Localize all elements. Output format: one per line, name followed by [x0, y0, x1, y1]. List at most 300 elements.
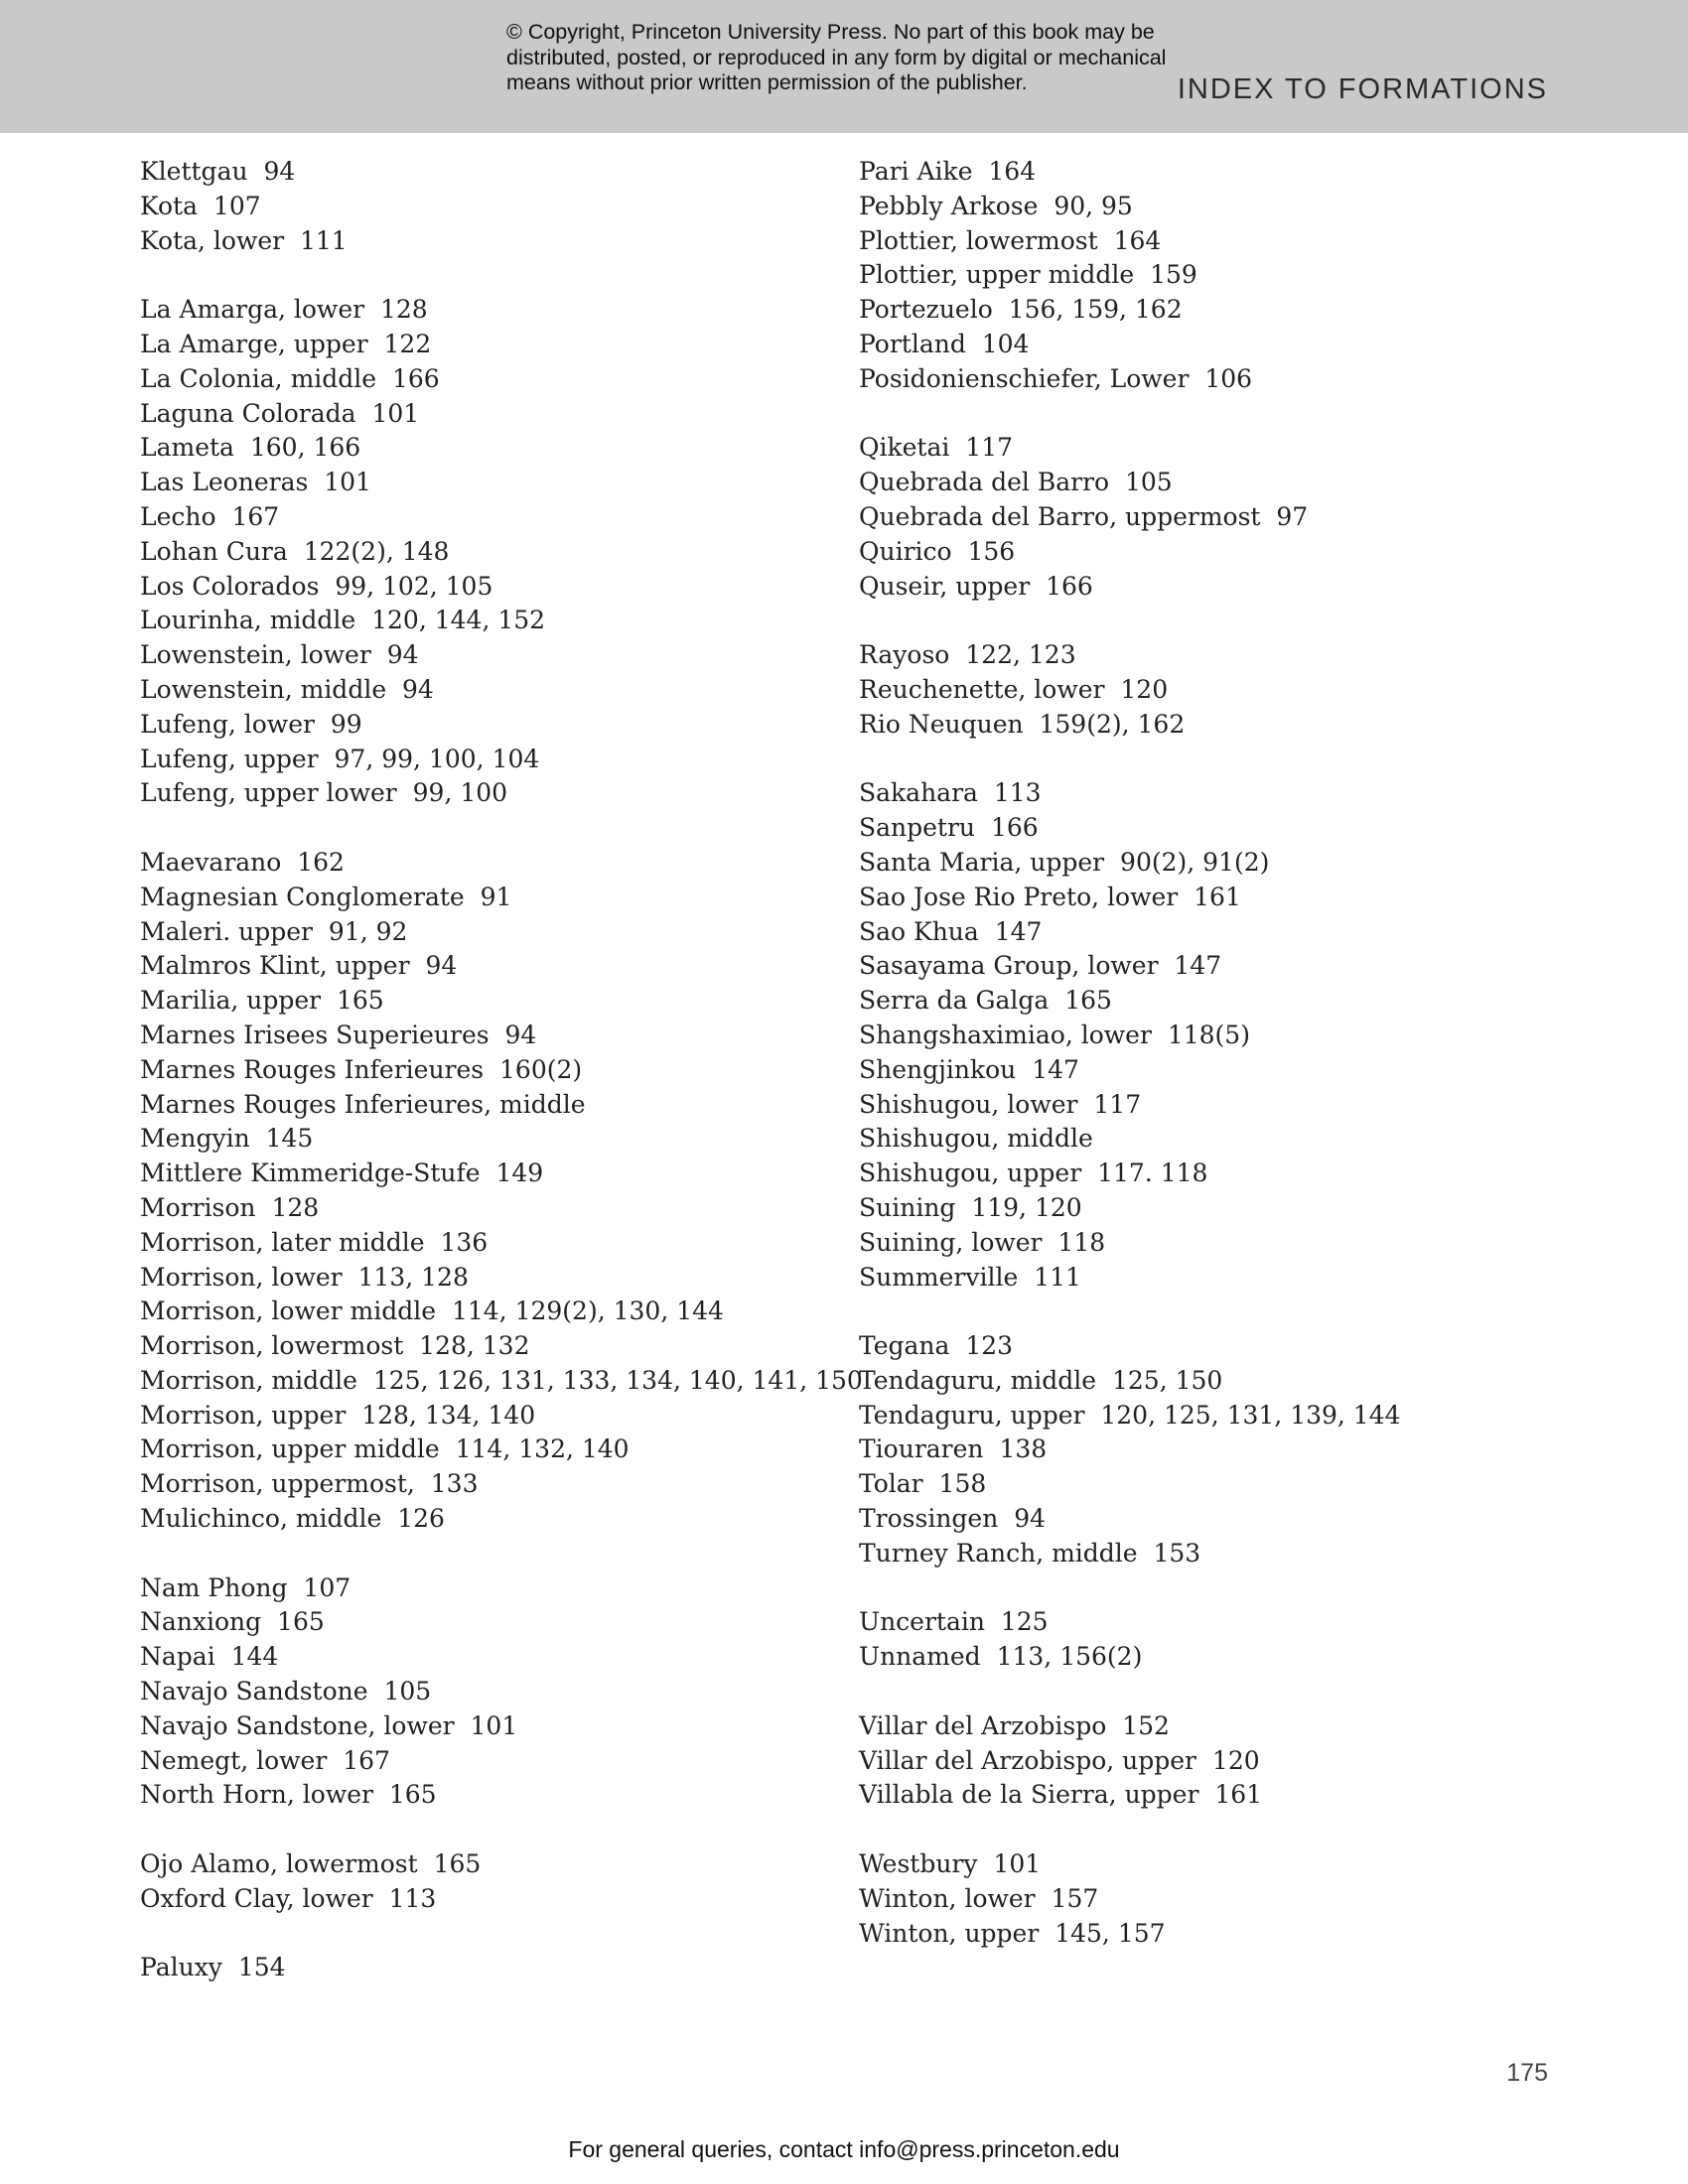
index-entry — [140, 1571, 835, 1606]
formation-name: Tendaguru, middle — [859, 1365, 1097, 1395]
index-entry — [140, 1605, 835, 1640]
formation-name: Maleri. upper — [140, 916, 313, 946]
page-references: 144 — [230, 1642, 279, 1672]
index-entry — [140, 1088, 835, 1123]
copyright-line: distributed, posted, or reproduced in any form by digital or mechanical — [506, 45, 1167, 69]
index-entry — [140, 1502, 835, 1537]
page-references: 94 — [402, 674, 434, 704]
formation-name: Marnes Irisees Superieures — [140, 1020, 490, 1049]
formation-name: Morrison, middle — [140, 1365, 357, 1395]
formation-name: Shangshaximiao, lower — [859, 1020, 1152, 1049]
page-references: 157 — [1051, 1883, 1099, 1913]
index-entry — [140, 397, 835, 432]
formation-name: Unnamed — [859, 1642, 981, 1672]
formation-name: Rayoso — [859, 640, 950, 670]
formation-name: Trossingen — [859, 1504, 999, 1534]
page-references: 94 — [386, 640, 419, 670]
formation-name: La Colonia, middle — [140, 363, 377, 393]
page-references: 118 — [1057, 1227, 1106, 1257]
formation-name: Lourinha, middle — [140, 606, 356, 635]
index-entry — [140, 1882, 835, 1917]
formation-name: Shishugou, upper — [859, 1159, 1082, 1188]
index-entry — [140, 881, 835, 915]
formation-name: Serra da Galga — [859, 986, 1050, 1016]
page-references: 97, 99, 100, 104 — [334, 744, 540, 773]
page-references: 90, 95 — [1054, 191, 1133, 220]
formation-name: North Horn, lower — [140, 1780, 373, 1810]
formation-name: Posidonienschiefer, Lower — [859, 363, 1190, 393]
page-references: 122, 123 — [965, 640, 1076, 670]
page-references: 113 — [388, 1883, 437, 1913]
page-references: 99, 100 — [412, 778, 508, 808]
page-references: 111 — [300, 225, 348, 255]
index-entry — [140, 1019, 835, 1053]
page-references: 167 — [343, 1745, 390, 1775]
formation-name: Mulichinco, middle — [140, 1504, 382, 1534]
index-entry — [140, 1709, 835, 1744]
page-references: 117. 118 — [1097, 1159, 1208, 1188]
index-entry — [140, 1399, 835, 1433]
index-entry — [859, 673, 1554, 708]
index-entry — [140, 1778, 835, 1813]
page-references: 120, 125, 131, 139, 144 — [1100, 1400, 1401, 1430]
page-references: 105 — [1124, 468, 1173, 497]
index-entry — [859, 500, 1554, 535]
index-entry — [859, 1157, 1554, 1191]
index-entry — [859, 1605, 1554, 1640]
index-entry — [859, 190, 1554, 224]
formation-name: Summerville — [859, 1262, 1019, 1292]
page-references: 147 — [1174, 951, 1222, 981]
page-references: 111 — [1034, 1262, 1081, 1292]
formation-name: Paluxy — [140, 1953, 222, 1982]
page-references: 165 — [433, 1849, 482, 1879]
page-references: 101 — [470, 1710, 518, 1740]
page-references: 164 — [1113, 225, 1162, 255]
index-entry — [859, 915, 1554, 950]
index-entry — [140, 915, 835, 950]
formation-name: Navajo Sandstone, lower — [140, 1710, 455, 1740]
index-letter-group — [859, 1329, 1554, 1571]
formation-name: Winton, upper — [859, 1918, 1040, 1948]
page-references: 156 — [967, 536, 1016, 566]
page-references: 159(2), 162 — [1039, 709, 1186, 739]
formation-name: Oxford Clay, lower — [140, 1883, 373, 1913]
formation-name: Mittlere Kimmeridge-Stufe — [140, 1159, 481, 1188]
index-entry — [859, 846, 1554, 881]
page-references: 153 — [1153, 1538, 1201, 1568]
page-references: 114, 129(2), 130, 144 — [451, 1297, 724, 1326]
page-references: 94 — [1014, 1504, 1047, 1534]
index-entry — [140, 638, 835, 673]
formation-name: Suining, lower — [859, 1227, 1043, 1257]
index-entry — [140, 1744, 835, 1779]
index-entry — [859, 1053, 1554, 1088]
index-entry — [859, 811, 1554, 846]
formation-name: Lufeng, upper — [140, 744, 319, 773]
index-entry — [859, 1502, 1554, 1537]
index-entry — [859, 1467, 1554, 1502]
formation-name: Morrison, lowermost — [140, 1331, 404, 1361]
index-letter-group — [859, 1709, 1554, 1813]
formation-name: Turney Ranch, middle — [859, 1538, 1138, 1568]
page-references: 165 — [388, 1780, 437, 1810]
page-references: 122(2), 148 — [303, 536, 450, 566]
index-entry — [140, 431, 835, 466]
index-entry — [140, 293, 835, 328]
formation-name: Morrison, upper middle — [140, 1434, 440, 1464]
index-entry — [859, 362, 1554, 397]
page-references: 128 — [379, 295, 428, 325]
index-letter-group — [140, 1847, 835, 1917]
index-entry — [859, 1191, 1554, 1226]
index-entry — [859, 224, 1554, 259]
index-entry — [859, 776, 1554, 811]
page-references: 165 — [277, 1607, 325, 1637]
formation-name: Suining — [859, 1192, 956, 1222]
page-references: 166 — [391, 363, 440, 393]
index-entry — [140, 1847, 835, 1882]
copyright-banner — [0, 0, 1688, 133]
copyright-line: means without prior written permission of the publisher. — [506, 70, 1028, 94]
index-entry — [140, 362, 835, 397]
page-references: 119, 120 — [971, 1192, 1082, 1222]
formation-name: Marnes Rouges Inferieures — [140, 1054, 485, 1084]
formation-name: Quseir, upper — [859, 571, 1031, 601]
page-references: 101 — [993, 1849, 1042, 1879]
page-references: 149 — [495, 1159, 544, 1188]
formation-name: Napai — [140, 1642, 215, 1672]
page-references: 113, 128 — [357, 1262, 469, 1292]
index-letter-group — [859, 638, 1554, 742]
index-entry — [859, 1778, 1554, 1813]
index-entry — [859, 1882, 1554, 1917]
page-references: 118(5) — [1167, 1020, 1250, 1049]
index-entry — [859, 155, 1554, 190]
formation-name: Sasayama Group, lower — [859, 951, 1159, 981]
page-references: 164 — [988, 157, 1037, 186]
formation-name: Lameta — [140, 433, 234, 463]
formation-name: Lecho — [140, 501, 216, 531]
formation-name: Morrison — [140, 1192, 256, 1222]
index-letter-group — [859, 776, 1554, 1295]
formation-name: Shishugou, lower — [859, 1089, 1078, 1119]
index-entry — [859, 570, 1554, 605]
formation-name: Nam Phong — [140, 1572, 288, 1602]
formation-name: Lohan Cura — [140, 536, 288, 566]
index-entry — [140, 1675, 835, 1709]
index-entry — [140, 743, 835, 777]
index-entry — [859, 293, 1554, 328]
page-references: 94 — [504, 1020, 537, 1049]
formation-name: La Amarge, upper — [140, 329, 368, 358]
page-references: 125, 126, 131, 133, 134, 140, 141, 150 — [372, 1365, 863, 1395]
index-entry — [859, 535, 1554, 570]
page-references: 126 — [397, 1504, 445, 1534]
page-references: 167 — [231, 501, 280, 531]
formation-name: Sanpetru — [859, 813, 976, 843]
page-references: 154 — [237, 1953, 286, 1982]
index-letter-group — [140, 155, 835, 258]
index-letter-group — [140, 1571, 835, 1814]
index-entry — [859, 1088, 1554, 1123]
index-entry — [859, 1537, 1554, 1571]
page-references: 158 — [938, 1469, 987, 1499]
formation-name: Kota, lower — [140, 225, 285, 255]
index-entry — [140, 949, 835, 984]
formation-name: Klettgau — [140, 157, 248, 186]
page-references: 162 — [297, 847, 345, 877]
page-references: 120, 144, 152 — [371, 606, 546, 635]
index-entry — [859, 1329, 1554, 1364]
index-entry — [140, 500, 835, 535]
index-entry — [859, 1847, 1554, 1882]
page-references: 161 — [1194, 882, 1241, 911]
index-entry — [140, 1364, 863, 1399]
formation-name: Marnes Rouges Inferieures, middle — [140, 1089, 586, 1119]
page-references: 117 — [965, 433, 1014, 463]
index-letter-group — [859, 431, 1554, 604]
formation-name: Portland — [859, 329, 966, 358]
page-references: 90(2), 91(2) — [1120, 847, 1270, 877]
page-references: 99, 102, 105 — [335, 571, 493, 601]
page-references: 125 — [1000, 1607, 1049, 1637]
formation-name: Nanxiong — [140, 1607, 262, 1637]
index-entry — [140, 1329, 835, 1364]
page-references: 105 — [383, 1677, 432, 1706]
formation-name: Malmros Klint, upper — [140, 951, 410, 981]
page-references: 128 — [271, 1192, 320, 1222]
copyright-line: © Copyright, Princeton University Press. No part of this book may be — [506, 20, 1155, 44]
page-references: 107 — [212, 191, 261, 220]
index-entry — [859, 328, 1554, 362]
page-references: 94 — [425, 951, 458, 981]
formation-name: Lowenstein, lower — [140, 640, 371, 670]
copyright-notice — [506, 20, 1201, 96]
formation-name: Kota — [140, 191, 199, 220]
index-entry — [140, 604, 835, 638]
page-references: 159 — [1150, 260, 1197, 290]
index-entry — [140, 570, 835, 605]
page-references: 97 — [1276, 501, 1309, 531]
formation-name: Portezuelo — [859, 295, 993, 325]
page-references: 113 — [993, 778, 1042, 808]
page-references: 166 — [1046, 571, 1093, 601]
formation-name: Winton, lower — [859, 1883, 1036, 1913]
index-entry — [859, 1399, 1554, 1433]
index-entry — [859, 258, 1554, 293]
page-references: 145 — [265, 1124, 314, 1154]
formation-name: Navajo Sandstone — [140, 1677, 368, 1706]
formation-name: Quebrada del Barro, uppermost — [859, 501, 1261, 531]
index-entry — [140, 1433, 835, 1467]
formation-name: Villar del Arzobispo — [859, 1710, 1107, 1740]
index-entry — [140, 776, 835, 811]
page-references: 138 — [999, 1434, 1048, 1464]
index-entry — [140, 1261, 835, 1296]
formation-name: Reuchenette, lower — [859, 674, 1105, 704]
page-references: 166 — [990, 813, 1039, 843]
index-entry — [859, 881, 1554, 915]
index-entry — [859, 1709, 1554, 1744]
index-entry — [859, 1744, 1554, 1779]
formation-name: Ojo Alamo, lowermost — [140, 1849, 418, 1879]
formation-name: Rio Neuquen — [859, 709, 1024, 739]
index-entry — [140, 1467, 835, 1502]
formation-name: Lowenstein, middle — [140, 674, 387, 704]
index-letter-group — [140, 293, 835, 811]
page-references: 145, 157 — [1055, 1918, 1166, 1948]
page-references: 161 — [1214, 1780, 1263, 1810]
page-references: 160(2) — [499, 1054, 583, 1084]
index-entry — [140, 224, 835, 259]
index-letter-group — [859, 1605, 1554, 1675]
formation-name: Morrison, uppermost, — [140, 1469, 415, 1499]
formation-name: Morrison, lower middle — [140, 1297, 437, 1326]
index-entry — [859, 1917, 1554, 1952]
page-references: 99 — [330, 709, 362, 739]
page-references: 113, 156(2) — [996, 1642, 1143, 1672]
page-references: 160, 166 — [249, 433, 361, 463]
index-entry — [140, 328, 835, 362]
index-entry — [859, 638, 1554, 673]
index-entry — [859, 984, 1554, 1019]
index-entry — [140, 1226, 835, 1261]
page-references: 117 — [1093, 1089, 1142, 1119]
formation-name: Tolar — [859, 1469, 923, 1499]
index-entry — [859, 1364, 1554, 1399]
index-entry — [140, 984, 835, 1019]
page-references: 147 — [1032, 1054, 1079, 1084]
running-head: INDEX TO FORMATIONS — [1177, 73, 1548, 105]
formation-name: Shengjinkou — [859, 1054, 1017, 1084]
index-entry — [140, 466, 835, 500]
formation-name: Sao Khua — [859, 916, 979, 946]
index-column-left — [140, 155, 863, 2020]
formation-name: Las Leoneras — [140, 468, 309, 497]
formation-name: Morrison, lower — [140, 1262, 343, 1292]
formation-name: Tegana — [859, 1331, 950, 1361]
formation-name: Tiouraren — [859, 1434, 984, 1464]
page-references: 114, 132, 140 — [455, 1434, 630, 1464]
formation-name: Magnesian Conglomerate — [140, 882, 465, 911]
index-entry — [140, 1122, 835, 1157]
page-references: 120 — [1211, 1745, 1260, 1775]
formation-name: Marilia, upper — [140, 986, 322, 1016]
page-references: 128, 132 — [419, 1331, 530, 1361]
page-references: 106 — [1204, 363, 1253, 393]
page-references: 156, 159, 162 — [1008, 295, 1183, 325]
index-entry — [140, 1951, 835, 1985]
index-entry — [859, 1261, 1554, 1296]
index-entry — [140, 708, 835, 743]
formation-name: Westbury — [859, 1849, 978, 1879]
page-references: 104 — [981, 329, 1030, 358]
index-entry — [859, 431, 1554, 466]
index-entry — [859, 1640, 1554, 1675]
formation-name: Lufeng, lower — [140, 709, 315, 739]
page-references: 107 — [303, 1572, 352, 1602]
formation-name: Santa Maria, upper — [859, 847, 1105, 877]
page-references: 94 — [263, 157, 296, 186]
index-entry — [859, 949, 1554, 984]
index-column-right — [859, 155, 1554, 1985]
formation-name: Plottier, lowermost — [859, 225, 1098, 255]
page-references: 133 — [430, 1469, 479, 1499]
index-entry — [859, 1433, 1554, 1467]
formation-name: Quirico — [859, 536, 952, 566]
formation-name: Quebrada del Barro — [859, 468, 1110, 497]
index-entry — [859, 1019, 1554, 1053]
page-references: 91 — [480, 882, 512, 911]
page-references: 123 — [965, 1331, 1014, 1361]
index-entry — [859, 1226, 1554, 1261]
formation-name: Uncertain — [859, 1607, 985, 1637]
index-entry — [140, 190, 835, 224]
page-references: 122 — [383, 329, 432, 358]
footer-contact-note: For general queries, contact info@press.princeton.edu — [568, 2136, 1120, 2162]
page-references: 165 — [1064, 986, 1112, 1016]
formation-name: La Amarga, lower — [140, 295, 365, 325]
formation-name: Morrison, later middle — [140, 1227, 425, 1257]
formation-name: Plottier, upper middle — [859, 260, 1135, 290]
index-entry — [859, 466, 1554, 500]
formation-name: Laguna Colorada — [140, 398, 356, 428]
formation-name: Sao Jose Rio Preto, lower — [859, 882, 1179, 911]
formation-name: Los Colorados — [140, 571, 320, 601]
page-references: 136 — [440, 1227, 489, 1257]
formation-name: Villabla de la Sierra, upper — [859, 1780, 1199, 1810]
formation-name: Morrison, upper — [140, 1400, 347, 1430]
index-entry — [140, 1157, 835, 1191]
index-entry — [859, 1122, 1554, 1157]
index-letter-group — [140, 1951, 835, 1985]
formation-name: Maevarano — [140, 847, 282, 877]
page-references: 101 — [324, 468, 371, 497]
index-entry — [140, 535, 835, 570]
page-references: 128, 134, 140 — [361, 1400, 536, 1430]
formation-name: Pebbly Arkose — [859, 191, 1039, 220]
page-references: 101 — [371, 398, 420, 428]
index-letter-group — [140, 846, 863, 1537]
formation-name: Mengyin — [140, 1124, 250, 1154]
index-entry — [859, 708, 1554, 743]
formation-name: Qiketai — [859, 433, 950, 463]
index-entry — [140, 1191, 835, 1226]
index-entry — [140, 846, 835, 881]
index-entry — [140, 673, 835, 708]
page-references: 120 — [1120, 674, 1169, 704]
page-references: 91, 92 — [328, 916, 408, 946]
formation-name: Villar del Arzobispo, upper — [859, 1745, 1197, 1775]
formation-name: Nemegt, lower — [140, 1745, 328, 1775]
formation-name: Shishugou, middle — [859, 1124, 1093, 1154]
formation-name: Sakahara — [859, 778, 978, 808]
index-entry — [140, 1640, 835, 1675]
index-entry — [140, 1053, 835, 1088]
index-letter-group — [859, 1847, 1554, 1951]
formation-name: Tendaguru, upper — [859, 1400, 1085, 1430]
index-entry — [140, 1295, 835, 1329]
index-letter-group — [859, 155, 1554, 397]
page-references: 147 — [994, 916, 1043, 946]
formation-name: Lufeng, upper lower — [140, 778, 397, 808]
page-references: 125, 150 — [1112, 1365, 1223, 1395]
formation-name: Pari Aike — [859, 157, 973, 186]
index-entry — [140, 155, 835, 190]
page-references: 165 — [337, 986, 384, 1016]
page-number: 175 — [1506, 2059, 1548, 2087]
